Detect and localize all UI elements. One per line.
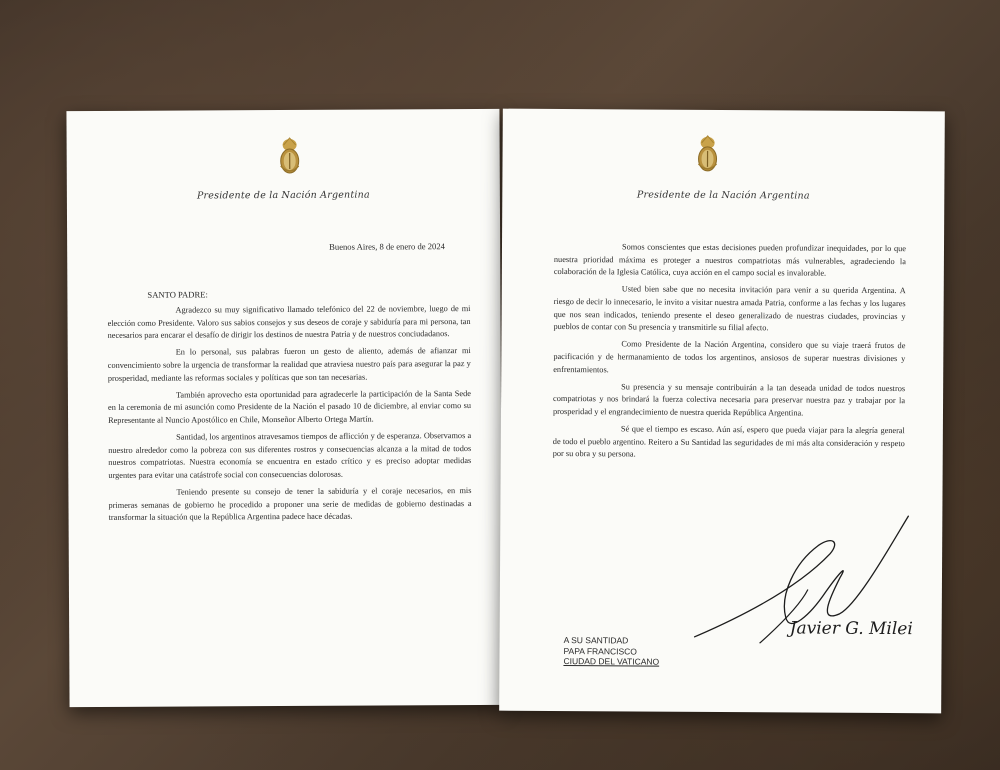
paragraph: Su presencia y su mensaje contribuirán a la tan deseada unidad de todos nuestros compatriotas y nos brindará la fuerza colectiva necesaria para preservar nuestra paz y trabajar por la prosperidad y el engrandecimiento de nuestra querida República Argentina. — [552, 382, 906, 418]
addressee-line: CIUDAD DEL VATICANO — [563, 656, 660, 667]
paragraph: También aprovecho esta oportunidad para agradecerle la participación de la Santa Sede en la ceremonia de mi asunción como Presidente de la Nación el pasado 10 de diciembre, al enviar como su Representante al Nuncio Apostólico en Chile, Monseñor Alberto Ortega Martín. — [107, 388, 472, 425]
paragraph: Como Presidente de la Nación Argentina, considero que su viaje traerá frutos de pacificación y de hermanamiento de todos los argentinos, ansiosos de superar nuestras divisiones y enfrentamientos. — [553, 339, 906, 374]
letterhead-title: Presidente de la Nación Argentina — [636, 189, 810, 202]
paragraph: Santidad, los argentinos atravesamos tiempos de aflicción y de esperanza. Observamos a nuestro alrededor como la pobreza con sus diferentes rostros y consecuencias alcanza a la mitad de todos nuestros compatriotas. Nuestra economía se encuentra en estado crítico y es preciso adoptar medidas urgentes para evitar una catástrofe social con consecuencias dolorosas. — [108, 431, 472, 480]
paragraph: Somos conscientes que estas decisiones pueden profundizar inequidades, por lo que nuestra prioridad máxima es proteger a nuestros compatriotas más vulnerables, agradeciendo la colaboración de la Iglesia Católica, cuya acción en el campo social es invalorable. — [553, 242, 907, 278]
date-line: Buenos Aires, 8 de enero de 2024 — [329, 241, 445, 252]
addressee-line: A SU SANTIDAD — [563, 635, 629, 646]
signature-text: Javier G. Milei — [789, 618, 913, 640]
salutation: SANTO PADRE: — [147, 289, 208, 300]
letter-body-page-1 — [107, 303, 471, 529]
letter-body-page-2 — [553, 241, 906, 468]
paragraph: Usted bien sabe que no necesita invitación para venir a su querida Argentina. A riesgo de decir lo innecesario, le invito a visitar nuestra amada Patria, conforme a las fechas y los lugares que nos sean indicados, teniendo presente el deseo generalizado de nuestras ciudades, provincias y pueblos de contar con Su presencia y transmitirle su filial afecto. — [553, 284, 906, 333]
addressee-line: PAPA FRANCISCO — [563, 645, 637, 656]
letter-page-1 — [66, 109, 502, 707]
handwritten-signature — [690, 505, 921, 656]
paragraph: En lo personal, sus palabras fueron un gesto de aliento, además de afianzar mi convencimiento sobre la urgencia de transformar la realidad que atraviesa nuestro país para asegurar la paz y prosperidad, mediante las reformas sociales y políticas que son tan necesarias. — [107, 346, 471, 383]
addressee-block — [563, 635, 659, 667]
coat-of-arms-seal-icon — [692, 134, 722, 176]
paragraph: Teniendo presente su consejo de tener la sabiduría y el coraje necesarios, en mis primeras semanas de gobierno he procedido a proponer una serie de medidas de gobierno destinadas a transformar la situación que la República Argentina padece hace décadas. — [108, 486, 472, 523]
letter-page-2 — [499, 109, 945, 714]
coat-of-arms-seal-icon — [275, 136, 305, 178]
paragraph: Sé que el tiempo es escaso. Aún así, espero que pueda viajar para la alegría general de todo el pueblo argentino. Reitero a Su Santidad las seguridades de mi más alta consideración y respeto por su obra y su persona. — [552, 424, 905, 459]
paragraph: Agradezco su muy significativo llamado telefónico del 22 de noviembre, luego de mi elección como Presidente. Valoro sus sabios consejos y sus deseos de coraje y sabiduría para mi persona, tan necesarios para encarar el desafío de dirigir los destinos de nuestra Patria y de nuestros conciudadanos. — [107, 304, 471, 341]
letterhead-title: Presidente de la Nación Argentina — [196, 189, 370, 202]
